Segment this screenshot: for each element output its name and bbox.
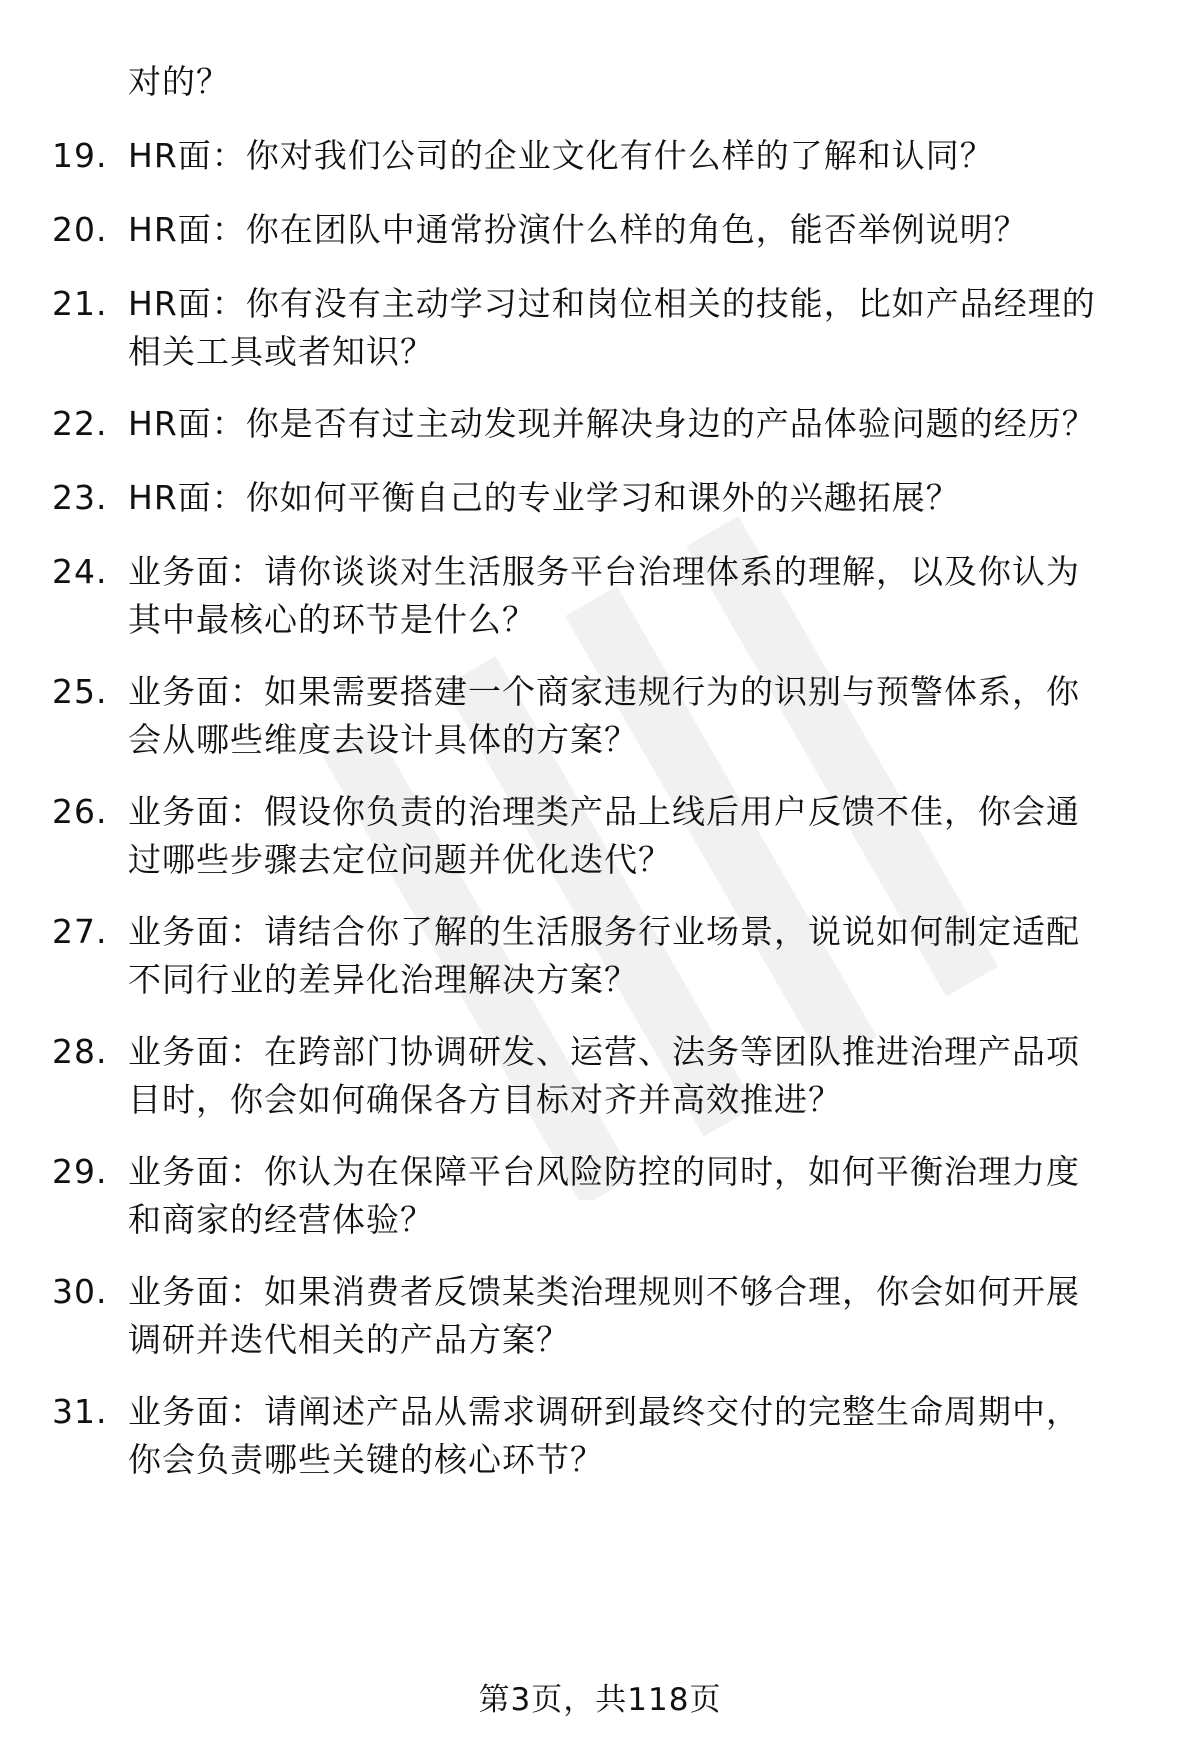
question-item [52,206,1162,254]
question-number: 30. [52,1272,108,1311]
question-number: 31. [52,1392,108,1431]
question-text-line: HR面：你如何平衡自己的专业学习和课外的兴趣拓展？ [128,478,960,517]
question-text [128,1148,1160,1244]
question-text-line: HR面：你有没有主动学习过和岗位相关的技能，比如产品经理的 [128,284,1096,323]
question-number: 25. [52,672,108,711]
question-item [52,788,1162,884]
question-text-line: 过哪些步骤去定位问题并优化迭代？ [128,840,672,879]
question-text [128,400,1160,448]
question-text [128,668,1160,764]
question-text-line: 业务面：如果消费者反馈某类治理规则不够合理，你会如何开展 [128,1272,1080,1311]
question-item [52,1028,1162,1124]
question-text-line: 业务面：你认为在保障平台风险防控的同时，如何平衡治理力度 [128,1152,1080,1191]
question-item [52,400,1162,448]
question-text [128,1028,1160,1124]
question-text-line: HR面：你是否有过主动发现并解决身边的产品体验问题的经历？ [128,404,1096,443]
question-item [52,668,1162,764]
question-item [52,474,1162,522]
question-item [52,280,1162,376]
question-number: 22. [52,404,108,443]
question-text-line: 业务面：如果需要搭建一个商家违规行为的识别与预警体系，你 [128,672,1080,711]
question-text-line: 其中最核心的环节是什么？ [128,600,536,639]
question-text-line: HR面：你对我们公司的企业文化有什么样的了解和认同？ [128,136,994,175]
question-text [128,474,1160,522]
question-item [52,132,1162,180]
question-text [128,1388,1160,1484]
question-text-line: 业务面：请阐述产品从需求调研到最终交付的完整生命周期中， [128,1392,1080,1431]
question-text-line: 业务面：在跨部门协调研发、运营、法务等团队推进治理产品项 [128,1032,1080,1071]
question-text [128,788,1160,884]
question-text-line: 业务面：假设你负责的治理类产品上线后用户反馈不佳，你会通 [128,792,1080,831]
question-number: 19. [52,136,108,175]
question-number: 27. [52,912,108,951]
question-number: 21. [52,284,108,323]
question-text [128,548,1160,644]
question-text-line: 相关工具或者知识？ [128,332,434,371]
question-number: 28. [52,1032,108,1071]
question-text [128,132,1160,180]
question-item [52,1268,1162,1364]
question-text-line: 你会负责哪些关键的核心环节？ [128,1440,604,1479]
question-item [52,1148,1162,1244]
question-number: 23. [52,478,108,517]
question-text [128,206,1160,254]
question-text [128,1268,1160,1364]
question-item [52,1388,1162,1484]
question-item [52,908,1162,1004]
question-text-line: 调研并迭代相关的产品方案？ [128,1320,570,1359]
question-text-line: 目时，你会如何确保各方目标对齐并高效推进？ [128,1080,842,1119]
question-text [128,280,1160,376]
question-text-line: 和商家的经营体验？ [128,1200,434,1239]
question-item [52,548,1162,644]
continuation-text: 对的？ [128,62,230,101]
question-text-line: HR面：你在团队中通常扮演什么样的角色，能否举例说明？ [128,210,1028,249]
question-text-line: 不同行业的差异化治理解决方案？ [128,960,638,999]
question-text [128,908,1160,1004]
question-text-line: 业务面：请结合你了解的生活服务行业场景，说说如何制定适配 [128,912,1080,951]
question-number: 29. [52,1152,108,1191]
question-text-line: 业务面：请你谈谈对生活服务平台治理体系的理解，以及你认为 [128,552,1080,591]
question-number: 26. [52,792,108,831]
question-number: 20. [52,210,108,249]
question-text-line: 会从哪些维度去设计具体的方案？ [128,720,638,759]
page-number-footer: 第3页，共118页 [478,1682,722,1718]
question-number: 24. [52,552,108,591]
